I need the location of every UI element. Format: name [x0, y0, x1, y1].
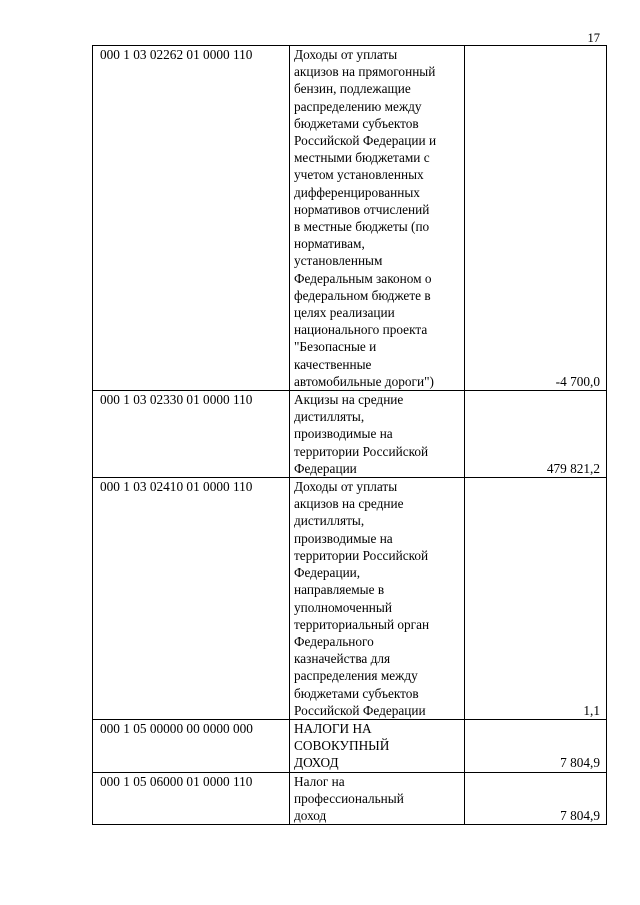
table-row	[93, 391, 607, 478]
revenue-name-line: Акцизы на средние	[294, 392, 404, 408]
revenue-name	[290, 772, 465, 825]
revenue-name-line: местными бюджетами с	[294, 150, 430, 166]
revenue-name	[290, 46, 465, 391]
revenue-name-line: национального проекта	[294, 322, 428, 338]
amount-value: 7 804,9	[465, 719, 607, 772]
revenue-name-line: уполномоченный	[294, 599, 392, 615]
revenue-name-line: бюджетами субъектов	[294, 115, 419, 131]
revenue-name-line: бюджетами субъектов	[294, 685, 419, 701]
revenue-name	[290, 478, 465, 720]
revenue-name-line: акцизов на прямогонный	[294, 64, 436, 80]
revenue-name-line: дифференцированных	[294, 184, 420, 200]
revenue-name-line: территории Российской	[294, 547, 429, 563]
revenue-name-line: Федеральным законом о	[294, 270, 432, 286]
table-row	[93, 719, 607, 772]
table-row	[93, 478, 607, 720]
revenue-name-line: Доходы от уплаты	[294, 479, 398, 495]
revenue-name-line: целях реализации	[294, 305, 395, 321]
revenue-name-line: распределения между	[294, 668, 418, 684]
budget-classification-code: 000 1 03 02410 01 0000 110	[93, 478, 290, 720]
revenue-name-line: доход	[294, 807, 327, 823]
revenue-name-line: Федерального	[294, 633, 374, 649]
amount-value: 1,1	[465, 478, 607, 720]
revenue-name-line: Российской Федерации	[294, 702, 426, 718]
revenue-name-line: федеральном бюджете в	[294, 287, 431, 303]
revenue-name-line: НАЛОГИ НА	[294, 720, 372, 736]
revenue-name-line: нормативам,	[294, 236, 365, 252]
table-row	[93, 46, 607, 391]
revenue-name-line: акцизов на средние	[294, 496, 404, 512]
revenue-name-line: казначейства для	[294, 651, 391, 667]
amount-value: 7 804,9	[465, 772, 607, 825]
revenue-name	[290, 391, 465, 478]
revenue-name-line: СОВОКУПНЫЙ	[294, 738, 390, 754]
revenue-table	[92, 45, 607, 825]
revenue-name-line: учетом установленных	[294, 167, 424, 183]
amount-value: 479 821,2	[465, 391, 607, 478]
revenue-table-body	[93, 46, 607, 825]
revenue-name-line: в местные бюджеты (по	[294, 219, 430, 235]
revenue-name-line: "Безопасные и	[294, 339, 377, 355]
revenue-name-line: направляемые в	[294, 582, 385, 598]
revenue-name-line: Федерации	[294, 460, 357, 476]
revenue-name-line: установленным	[294, 253, 383, 269]
budget-classification-code: 000 1 03 02330 01 0000 110	[93, 391, 290, 478]
revenue-name-line: автомобильные дороги")	[294, 373, 434, 389]
revenue-name-line: производимые на	[294, 426, 393, 442]
table-row	[93, 772, 607, 825]
budget-classification-code: 000 1 05 00000 00 0000 000	[93, 719, 290, 772]
budget-classification-code: 000 1 03 02262 01 0000 110	[93, 46, 290, 391]
budget-classification-code: 000 1 05 06000 01 0000 110	[93, 772, 290, 825]
revenue-name-line: дистилляты,	[294, 513, 365, 529]
revenue-name	[290, 719, 465, 772]
revenue-name-line: Российской Федерации и	[294, 133, 437, 149]
page-number: 17	[587, 31, 600, 45]
revenue-name-line: бензин, подлежащие	[294, 81, 411, 97]
revenue-name-line: Федерации,	[294, 565, 361, 581]
revenue-name-line: территории Российской	[294, 443, 429, 459]
revenue-name-line: дистилляты,	[294, 409, 365, 425]
revenue-name-line: распределению между	[294, 98, 422, 114]
revenue-name-line: профессиональный	[294, 790, 404, 806]
revenue-name-line: производимые на	[294, 530, 393, 546]
revenue-name-line: нормативов отчислений	[294, 201, 430, 217]
revenue-name-line: территориальный орган	[294, 616, 430, 632]
revenue-name-line: Налог на	[294, 773, 345, 789]
revenue-name-line: качественные	[294, 356, 372, 372]
amount-value: -4 700,0	[465, 46, 607, 391]
revenue-name-line: Доходы от уплаты	[294, 47, 398, 62]
revenue-name-line: ДОХОД	[294, 755, 339, 771]
